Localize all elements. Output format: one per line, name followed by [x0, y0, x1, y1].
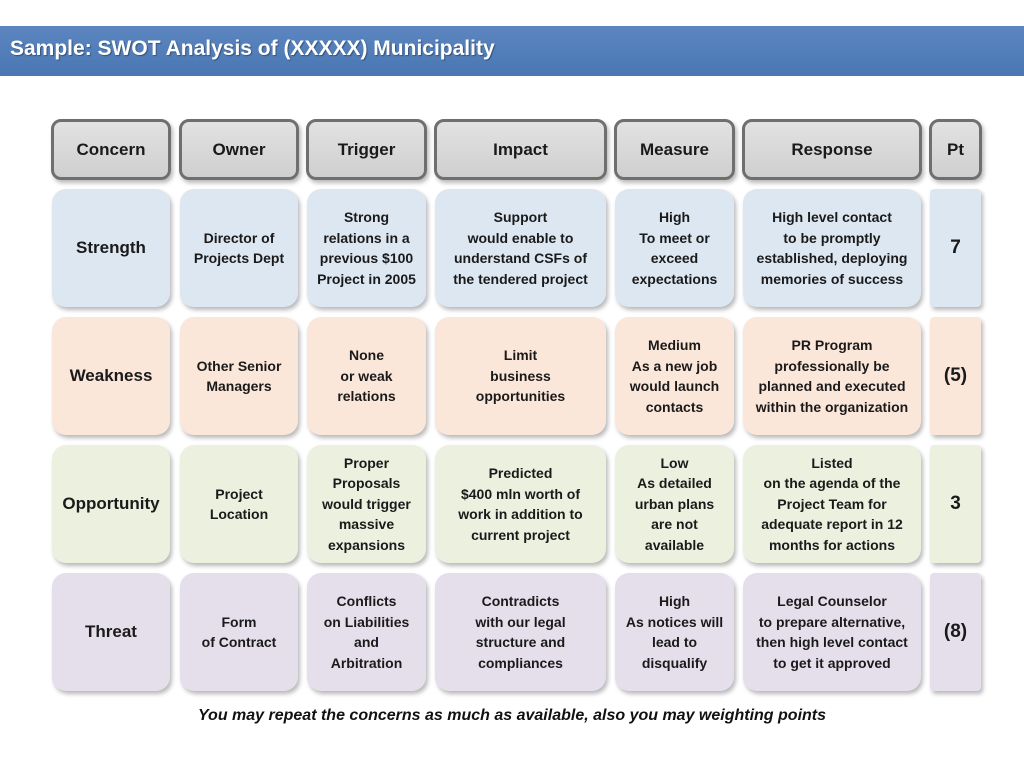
row-weakness-concern: Weakness: [52, 317, 170, 435]
row-weakness-response: PR Program professionally be planned and executed within the organization: [743, 317, 921, 435]
row-strength-concern: Strength: [52, 189, 170, 307]
row-opportunity-owner: Project Location: [180, 445, 298, 563]
header-concern: Concern: [51, 119, 171, 180]
row-strength-impact: Support would enable to understand CSFs of the tendered project: [435, 189, 606, 307]
row-opportunity-trigger: Proper Proposals would trigger massive expansions: [307, 445, 426, 563]
row-threat-response: Legal Counselor to prepare alternative, then high level contact to get it approved: [743, 573, 921, 691]
title-bar: [0, 26, 1024, 76]
row-opportunity-measure: Low As detailed urban plans are not available: [615, 445, 734, 563]
row-opportunity-pt: 3: [930, 445, 981, 563]
row-weakness-measure: Medium As a new job would launch contacts: [615, 317, 734, 435]
row-threat-owner: Form of Contract: [180, 573, 298, 691]
row-weakness-impact: Limit business opportunities: [435, 317, 606, 435]
row-threat-trigger: Conflicts on Liabilities and Arbitration: [307, 573, 426, 691]
row-threat-concern: Threat: [52, 573, 170, 691]
header-impact: Impact: [434, 119, 607, 180]
row-weakness-pt: (5): [930, 317, 981, 435]
header-trigger: Trigger: [306, 119, 427, 180]
row-strength-trigger: Strong relations in a previous $100 Project in 2005: [307, 189, 426, 307]
header-response: Response: [742, 119, 922, 180]
row-weakness-owner: Other Senior Managers: [180, 317, 298, 435]
slide-title: Sample: SWOT Analysis of (XXXXX) Municipality: [10, 37, 495, 60]
row-strength-response: High level contact to be promptly established, deploying memories of success: [743, 189, 921, 307]
row-weakness-trigger: None or weak relations: [307, 317, 426, 435]
row-strength-measure: High To meet or exceed expectations: [615, 189, 734, 307]
row-threat-pt: (8): [930, 573, 981, 691]
row-threat-impact: Contradicts with our legal structure and compliances: [435, 573, 606, 691]
row-strength-owner: Director of Projects Dept: [180, 189, 298, 307]
row-strength-pt: 7: [930, 189, 981, 307]
header-measure: Measure: [614, 119, 735, 180]
row-opportunity-impact: Predicted $400 mln worth of work in addition to current project: [435, 445, 606, 563]
row-opportunity-concern: Opportunity: [52, 445, 170, 563]
row-opportunity-response: Listed on the agenda of the Project Team for adequate report in 12 months for actions: [743, 445, 921, 563]
header-pt: Pt: [929, 119, 982, 180]
header-owner: Owner: [179, 119, 299, 180]
footer-note: You may repeat the concerns as much as available, also you may weighting points: [197, 707, 827, 724]
row-threat-measure: High As notices will lead to disqualify: [615, 573, 734, 691]
